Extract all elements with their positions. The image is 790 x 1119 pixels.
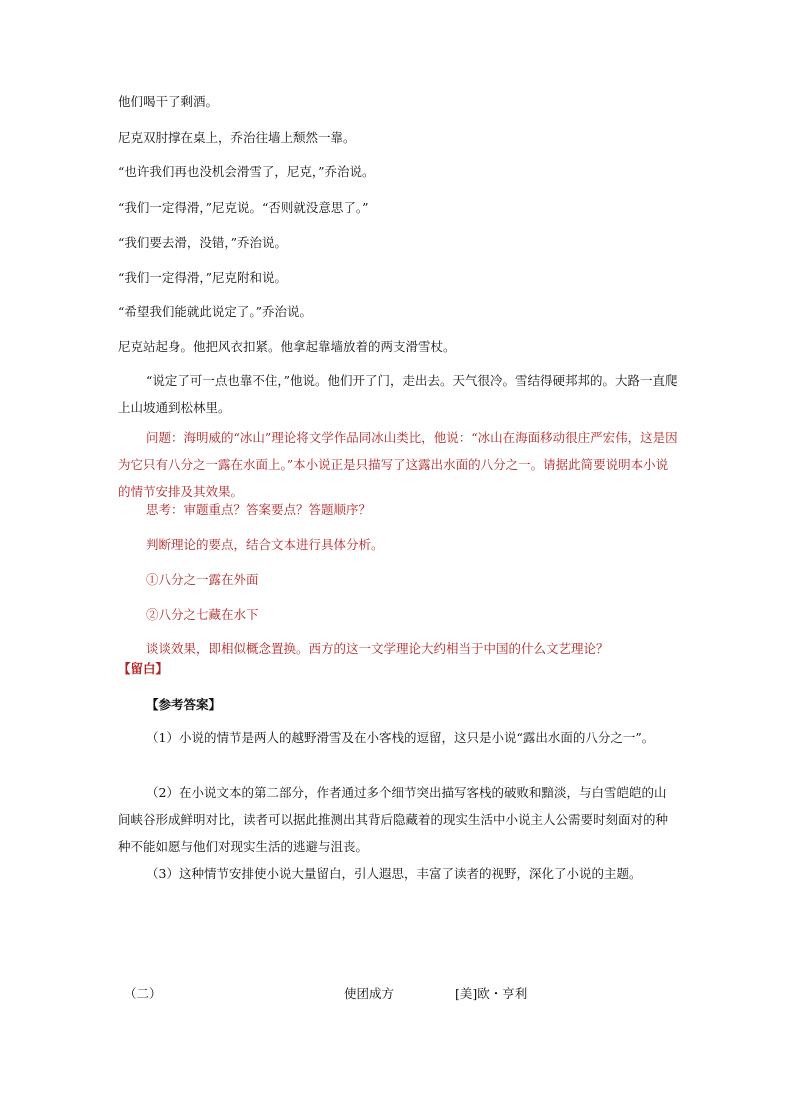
story-paragraph: “我们一定得滑，”尼克说。“否则就没意思了。”: [118, 200, 369, 215]
question-judge: 判断理论的要点，结合文本进行具体分析。: [146, 537, 384, 552]
reference-item: （1）小说的情节是两人的越野滑雪及在小客栈的逗留，这只是小说“露出水面的八分之一”。: [146, 730, 655, 745]
question-point-1: ①八分之一露在外面: [146, 572, 259, 587]
story-paragraph: 尼克双肘撑在桌上，乔治往墙上颓然一靠。: [118, 130, 356, 145]
section-number: （二）: [124, 986, 162, 1001]
question-prompt: 问题：海明威的“冰山”理论将文学作品同冰山类比，他说：“冰山在海面移动很庄严宏伟，这是因为它只有八分之一露在水面上。”本小说正是只描写了这露出水面的八分之一。请据此简要说明本小说的情节安排及其效果。: [118, 430, 678, 499]
story-title: 使团成方: [344, 986, 395, 1001]
story-paragraph: 尼克站起身。他把风衣扣紧。他拿起靠墙放着的两支滑雪杖。: [118, 339, 456, 354]
question-think: 思考：审题重点？答案要点？答题顺序？: [146, 502, 372, 517]
story-paragraph: “我们要去滑，没错，”乔治说。: [118, 235, 288, 250]
story-paragraph: “希望我们能就此说定了。”乔治说。: [118, 304, 313, 319]
answer-blank-tag: 【留白】: [118, 661, 169, 676]
story-paragraph: “也许我们再也没机会滑雪了，尼克，”乔治说。: [118, 164, 375, 179]
story-paragraph: 他们喝干了剩酒。: [118, 94, 219, 109]
reference-item: （3）这种情节安排使小说大量留白，引人遐思，丰富了读者的视野，深化了小说的主题。: [146, 866, 642, 881]
story-paragraph: “说定了可一点也靠不住，”他说。他们开了门，走出去。天气很冷。雪结得硬邦邦的。大路一直爬上山坡通到松林里。: [118, 373, 678, 415]
story-author: [美]欧・亨利: [455, 986, 528, 1001]
reference-heading: 【参考答案】: [146, 697, 222, 712]
story-paragraph: “我们一定得滑，”尼克附和说。: [118, 270, 288, 285]
question-point-2: ②八分之七藏在水下: [146, 607, 259, 622]
reference-item: （2）在小说文本的第二部分，作者通过多个细节突出描写客栈的破败和黯淡，与白雪皑皑的山间峡谷形成鲜明对比，读者可以据此推测出其背后隐藏着的现实生活中小说主人公需要时刻面对的种种不能如愿与他们对现实生活的逃避与沮丧。: [118, 785, 669, 854]
question-effect: 谈谈效果，即相似概念置换。西方的这一文学理论大约相当于中国的什么文艺理论？: [146, 641, 609, 656]
